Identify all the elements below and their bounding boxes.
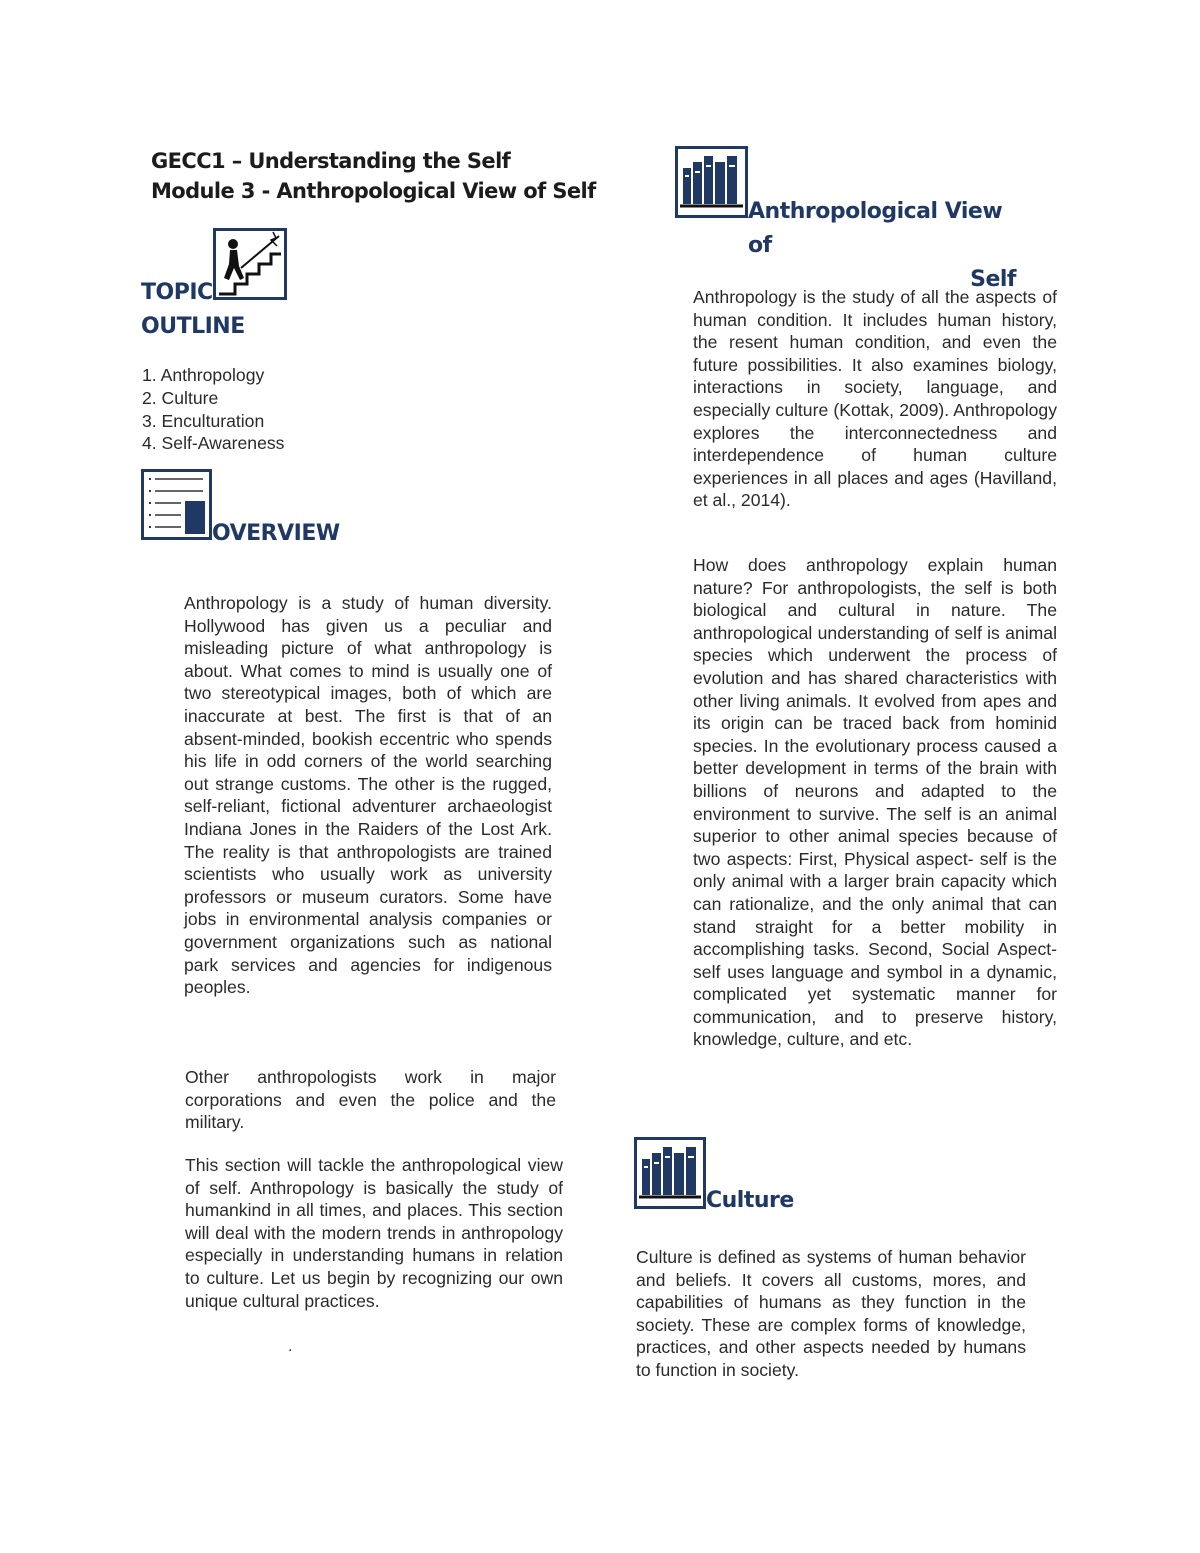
anthro-view-body-2: [693, 554, 1057, 1051]
anthro-paragraph-1: Anthropology is the study of all the aspects of human condition. It includes human history, the resent human condition, and even the future possibilities. It also examines biology, interactions in society, language, and especially culture (Kottak, 2009). Anthropology explores the interconnectedness and interdependence of human culture experiences in all places and ages (Havilland, et al., 2014).: [693, 287, 1057, 511]
list-item: 2. Culture: [142, 387, 219, 408]
anthro-view-title-line2: Self: [970, 267, 1016, 292]
topic-outline-title: [141, 276, 245, 344]
overview-paragraph-2: Other anthropologists work in major corporations and even the police and the military.: [185, 1067, 556, 1133]
books-on-shelf-icon: [634, 1137, 706, 1209]
topic-outline-list: [142, 364, 284, 455]
overview-paragraph-3: This section will tackle the anthropological view of self. Anthropology is basically the study of humankind in all times, and places. This section will deal with the modern trends in anthropology especially in understanding humans in relation to culture. Let us begin by recognizing our own unique cultural practices.: [185, 1155, 563, 1311]
list-document-icon: [141, 469, 212, 540]
list-item: 1. Anthropology: [142, 365, 265, 385]
course-title: GECC1 – Understanding the Self: [151, 149, 511, 173]
overview-title: OVERVIEW: [212, 521, 340, 546]
overview-paragraph-1: Anthropology is a study of human diversity. Hollywood has given us a peculiar and misleading picture of what anthropology is about. What comes to mind is usually one of two stereotypical images, both of which are inaccurate at best. The first is that of an absent-minded, bookish eccentric who spends his life in odd corners of the world searching out strange customs. The other is the rugged, self-reliant, fictional adventurer archaeologist Indiana Jones in the Raiders of the Lost Ark. The reality is that anthropologists are trained scientists who usually work as university professors or museum curators. Some have jobs in environmental analysis companies or government organizations such as national park services and agencies for indigenous peoples.: [184, 593, 552, 998]
culture-paragraph: Culture is defined as systems of human behavior and beliefs. It covers all customs, mores, and capabilities of humans as they function in the society. These are complex forms of knowledge, practices, and other aspects needed by humans to function in society.: [636, 1247, 1026, 1380]
anthro-view-body-1: [693, 286, 1057, 512]
topic-outline-title-line1: TOPIC: [141, 280, 213, 305]
trailing-mark: .: [288, 1338, 293, 1355]
overview-body-2: [185, 1066, 556, 1134]
overview-body: [184, 592, 552, 999]
module-title: Module 3 - Anthropological View of Self: [151, 179, 596, 203]
topic-outline-title-line2: OUTLINE: [141, 314, 245, 339]
culture-body: [636, 1246, 1026, 1382]
books-on-shelf-icon: [675, 146, 748, 218]
overview-body-3: [185, 1154, 563, 1312]
anthro-paragraph-2: How does anthropology explain human nature? For anthropologists, the self is both biological and cultural in nature. The anthropological understanding of self is animal species which underwent the process of evolution and has shared characteristics with other living animals. It evolved from apes and its origin can be traced back from hominid species. In the evolutionary process caused a better development in terms of the brain with billions of neurons and adapted to the environment to survive. The self is an animal superior to other animal species because of two aspects: First, Physical aspect- self is the only animal with a larger brain capacity which can rationalize, and the only animal that can stand straight for a better mobility in accomplishing tasks. Second, Social Aspect- self uses language and symbol in a dynamic, complicated yet systematic manner for communication, and to preserve history, knowledge, culture, and etc.: [693, 555, 1057, 1050]
list-item: 4. Self-Awareness: [142, 433, 285, 454]
anthro-view-title: [748, 195, 1020, 297]
list-item: 3. Enculturation: [142, 410, 265, 431]
anthro-view-title-line1: Anthropological View of: [748, 199, 1003, 258]
culture-title: Culture: [706, 1188, 794, 1213]
